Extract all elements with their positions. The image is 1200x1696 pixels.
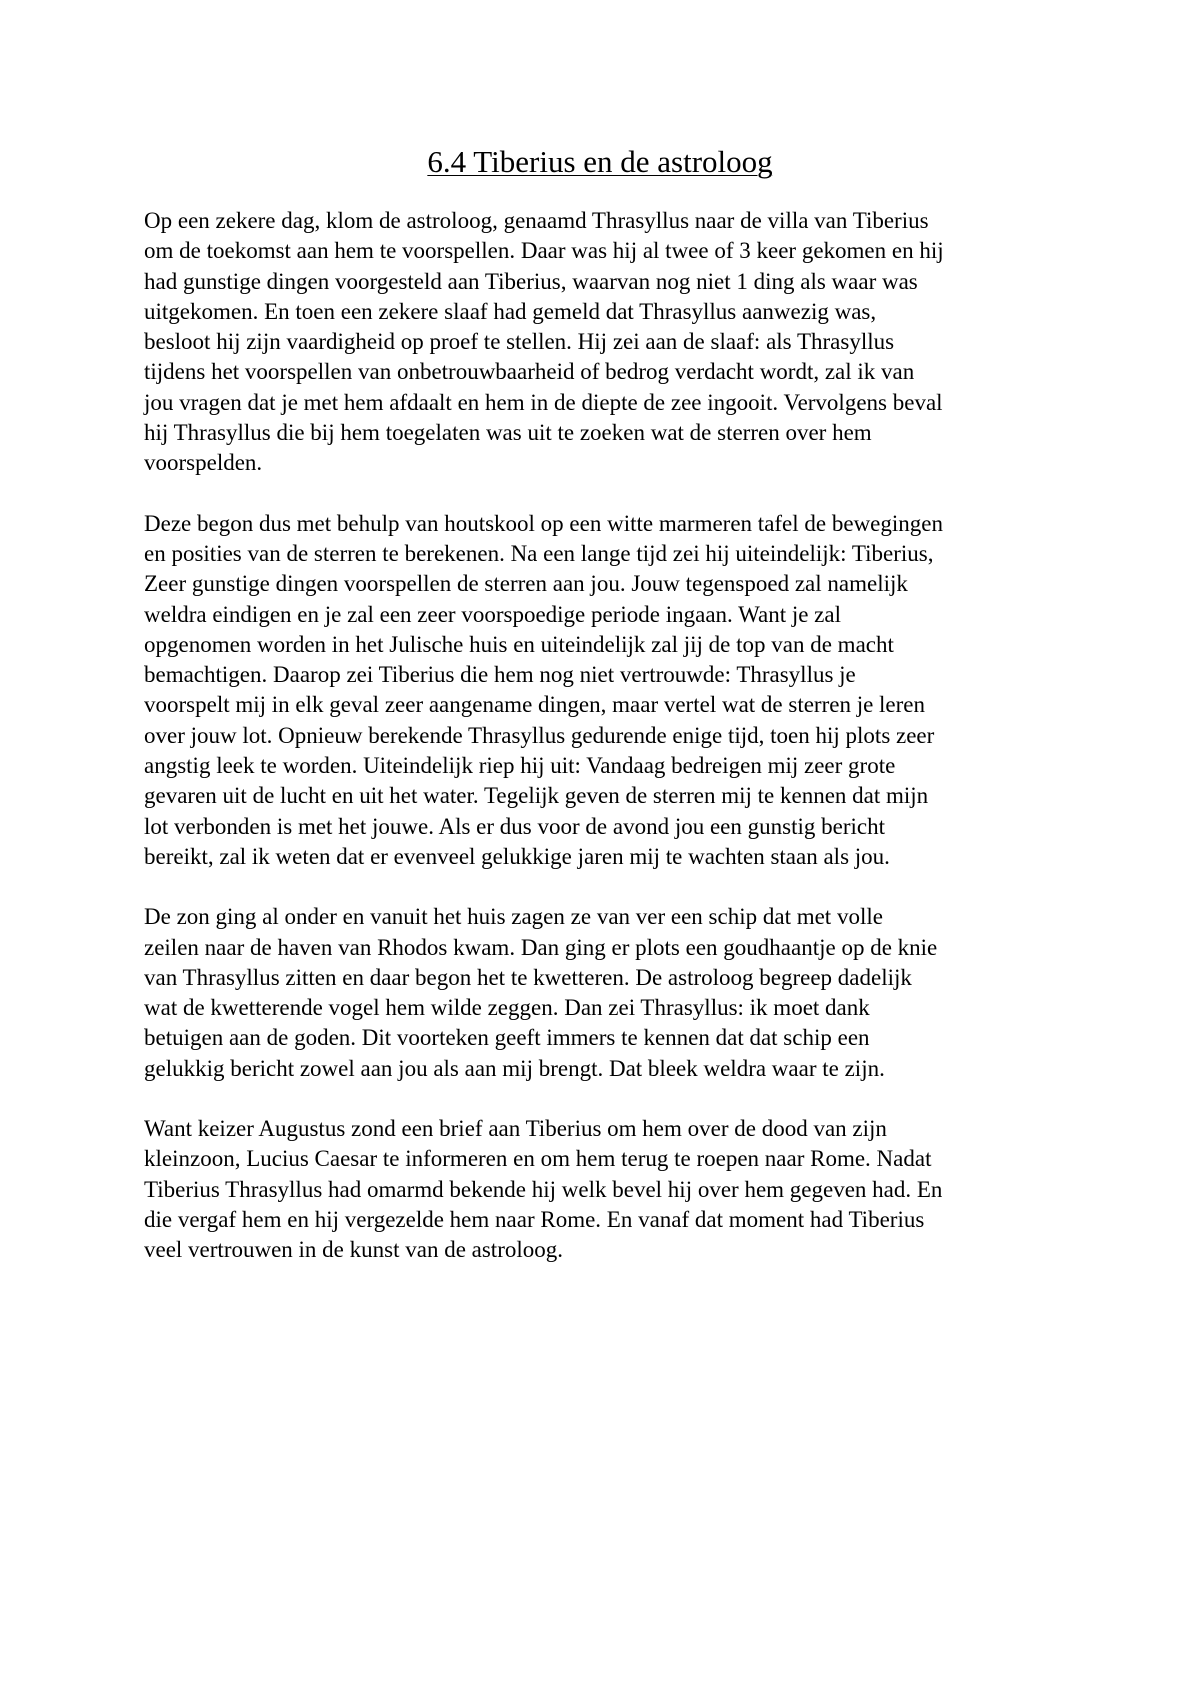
text-line: lot verbonden is met het jouwe. Als er dus voor de avond jou een gunstig bericht — [144, 813, 885, 839]
text-line: voorspelt mij in elk geval zeer aangename dingen, maar vertel wat de sterren je leren — [144, 692, 926, 718]
text-line: Zeer gunstige dingen voorspellen de sterren aan jou. Jouw tegenspoed zal namelijk — [144, 571, 908, 597]
text-line: hij Thrasyllus die bij hem toegelaten was uit te zoeken wat de sterren over hem — [144, 420, 872, 446]
paragraph-4 — [144, 1114, 1074, 1265]
text-line: en posities van de sterren te berekenen. Na een lange tijd zei hij uiteindelijk: Tiberius, — [144, 540, 934, 566]
text-line: had gunstige dingen voorgesteld aan Tiberius, waarvan nog niet 1 ding als waar was — [144, 268, 918, 294]
text-line: kleinzoon, Lucius Caesar te informeren en om hem terug te roepen naar Rome. Nadat — [144, 1146, 932, 1172]
text-line: van Thrasyllus zitten en daar begon het te kwetteren. De astroloog begreep dadelijk — [144, 964, 912, 990]
text-line: veel vertrouwen in de kunst van de astroloog. — [144, 1237, 563, 1263]
text-line: bereikt, zal ik weten dat er evenveel gelukkige jaren mij te wachten staan als jou. — [144, 843, 890, 869]
text-line: uitgekomen. En toen een zekere slaaf had gemeld dat Thrasyllus aanwezig was, — [144, 298, 877, 324]
text-line: besloot hij zijn vaardigheid op proef te stellen. Hij zei aan de slaaf: als Thrasyllus — [144, 329, 895, 355]
document-body — [144, 206, 1074, 1296]
text-line: Tiberius Thrasyllus had omarmd bekende hij welk bevel hij over hem gegeven had. En — [144, 1176, 943, 1202]
text-line: De zon ging al onder en vanuit het huis zagen ze van ver een schip dat met volle — [144, 904, 883, 930]
text-line: gevaren uit de lucht en uit het water. Tegelijk geven de sterren mij te kennen dat mijn — [144, 783, 929, 809]
text-line: Deze begon dus met behulp van houtskool op een witte marmeren tafel de bewegingen — [144, 510, 943, 536]
text-line: bemachtigen. Daarop zei Tiberius die hem nog niet vertrouwde: Thrasyllus je — [144, 662, 856, 688]
text-line: voorspelden. — [144, 450, 263, 476]
page-title: 6.4 Tiberius en de astroloog — [427, 144, 773, 179]
paragraph-1 — [144, 206, 1074, 479]
text-line: angstig leek te worden. Uiteindelijk riep hij uit: Vandaag bedreigen mij zeer grote — [144, 753, 896, 779]
text-line: Op een zekere dag, klom de astroloog, genaamd Thrasyllus naar de villa van Tiberius — [144, 208, 929, 233]
text-line: gelukkig bericht zowel aan jou als aan mij brengt. Dat bleek weldra waar te zijn. — [144, 1055, 885, 1081]
text-line: Want keizer Augustus zond een brief aan Tiberius om hem over de dood van zijn — [144, 1116, 887, 1142]
text-line: jou vragen dat je met hem afdaalt en hem in de diepte de zee ingooit. Vervolgens beval — [144, 389, 943, 415]
text-line: betuigen aan de goden. Dit voorteken geeft immers te kennen dat dat schip een — [144, 1025, 870, 1051]
text-line: over jouw lot. Opnieuw berekende Thrasyllus gedurende enige tijd, toen hij plots zeer — [144, 722, 935, 748]
text-line: wat de kwetterende vogel hem wilde zeggen. Dan zei Thrasyllus: ik moet dank — [144, 995, 870, 1021]
paragraph-2 — [144, 509, 1074, 873]
text-line: die vergaf hem en hij vergezelde hem naar Rome. En vanaf dat moment had Tiberius — [144, 1206, 925, 1232]
text-line: opgenomen worden in het Julische huis en uiteindelijk zal jij de top van de macht — [144, 631, 894, 657]
text-line: om de toekomst aan hem te voorspellen. Daar was hij al twee of 3 keer gekomen en hij — [144, 238, 944, 264]
text-line: tijdens het voorspellen van onbetrouwbaarheid of bedrog verdacht wordt, zal ik van — [144, 359, 915, 385]
text-line: weldra eindigen en je zal een zeer voorspoedige periode ingaan. Want je zal — [144, 601, 841, 627]
text-line: zeilen naar de haven van Rhodos kwam. Dan ging er plots een goudhaantje op de knie — [144, 934, 938, 960]
paragraph-3 — [144, 902, 1074, 1084]
